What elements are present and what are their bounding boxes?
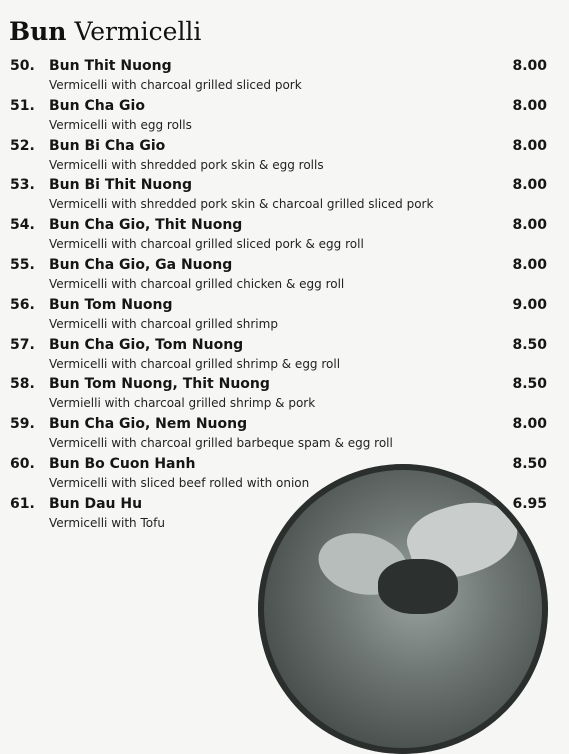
item-number: 52. (10, 137, 35, 154)
item-number: 59. (10, 416, 35, 433)
item-description: Vermicelli with charcoal grilled shrimp & egg roll (49, 356, 341, 371)
item-name: Bun Cha Gio, Tom Nuong (49, 336, 244, 353)
item-number: 60. (10, 455, 35, 472)
item-description: Vermicelli with sliced beef rolled with onion (49, 475, 310, 490)
menu-list (0, 56, 569, 534)
item-name: Bun Tom Nuong (49, 296, 173, 313)
item-description: Vermielli with charcoal grilled shrimp & pork (49, 396, 316, 411)
item-number: 56. (10, 296, 35, 313)
item-number: 53. (10, 177, 35, 194)
item-description: Vermicelli with charcoal grilled sliced pork (49, 78, 302, 92)
menu-item (0, 255, 569, 295)
menu-item (0, 96, 569, 136)
item-number: 58. (10, 376, 35, 393)
item-description: Vermicelli with shredded pork skin & charcoal grilled sliced pork (49, 197, 434, 212)
item-price: 8.00 (512, 58, 547, 74)
item-price: 6.95 (512, 495, 547, 512)
item-number: 51. (10, 97, 35, 114)
section-title (9, 16, 201, 48)
item-description: Vermicelli with egg rolls (49, 117, 192, 132)
item-price: 8.50 (512, 376, 547, 393)
item-description: Vermicelli with charcoal grilled barbeque spam & egg roll (49, 436, 393, 451)
item-name: Bun Cha Gio, Thit Nuong (49, 217, 243, 234)
item-price: 8.00 (512, 416, 547, 433)
item-price: 8.50 (512, 336, 547, 353)
item-description: Vermicelli with charcoal grilled shrimp (49, 316, 278, 331)
item-number: 57. (10, 336, 35, 353)
item-number: 54. (10, 217, 35, 234)
menu-item (0, 215, 569, 255)
item-name: Bun Dau Hu (49, 495, 143, 512)
menu-item (0, 56, 569, 96)
menu-item (0, 295, 569, 335)
item-description: Vermicelli with Tofu (49, 515, 165, 530)
menu-item (0, 136, 569, 176)
menu-item (0, 374, 569, 414)
menu-item (0, 414, 569, 454)
menu-item (0, 175, 569, 215)
item-name: Bun Bi Thit Nuong (49, 177, 192, 194)
item-price: 9.00 (512, 296, 547, 313)
item-name: Bun Cha Gio, Ga Nuong (49, 256, 233, 273)
item-name: Bun Tom Nuong, Thit Nuong (49, 376, 270, 393)
food-photo (258, 464, 548, 754)
item-description: Vermicelli with shredded pork skin & egg rolls (49, 157, 324, 172)
item-name: Bun Bo Cuon Hanh (49, 455, 196, 472)
item-number: 50. (10, 58, 35, 74)
item-number: 61. (10, 495, 35, 512)
item-name: Bun Cha Gio (49, 97, 145, 114)
section-title-strong: Bun (9, 17, 67, 46)
item-description: Vermicelli with charcoal grilled sliced pork & egg roll (49, 237, 364, 252)
item-price: 8.00 (512, 177, 547, 194)
item-description: Vermicelli with charcoal grilled chicken & egg roll (49, 276, 345, 291)
item-price: 8.50 (512, 455, 547, 472)
item-name: Bun Bi Cha Gio (49, 137, 166, 154)
section-title-rest: Vermicelli (74, 17, 202, 46)
menu-item (0, 335, 569, 375)
item-price: 8.00 (512, 217, 547, 234)
item-price: 8.00 (512, 137, 547, 154)
bowl-rim (258, 464, 548, 754)
item-number: 55. (10, 256, 35, 273)
item-price: 8.00 (512, 97, 547, 114)
item-name: Bun Cha Gio, Nem Nuong (49, 416, 248, 433)
item-price: 8.00 (512, 256, 547, 273)
item-name: Bun Thit Nuong (49, 58, 172, 74)
